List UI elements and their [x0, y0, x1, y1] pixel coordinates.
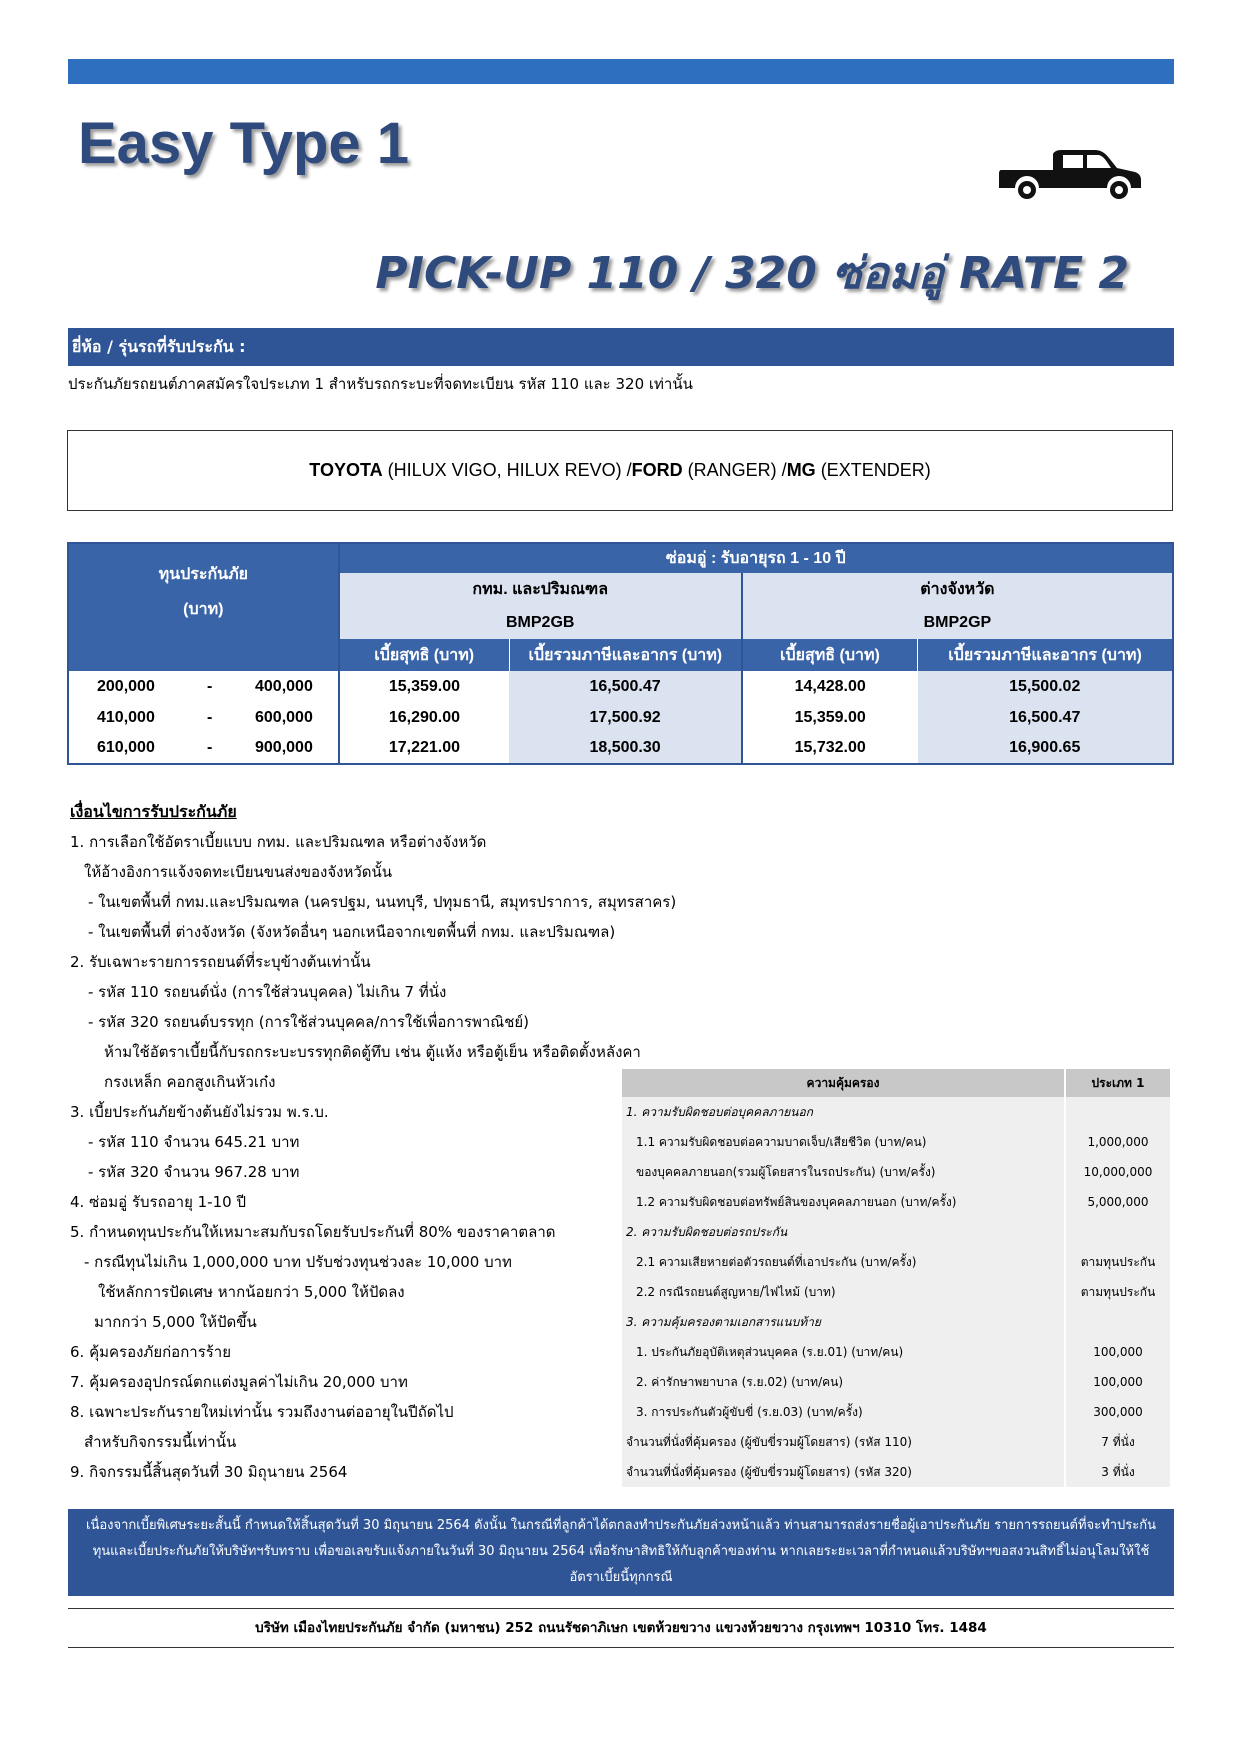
notice-bar — [68, 1509, 1174, 1596]
condition-line: 5. กำหนดทุนประกันให้เหมาะสมกับรถโดยรับประกันที่ 80% ของราคาตลาด — [70, 1223, 556, 1241]
table-row: 2.2 กรณีรถยนต์สูญหาย/ไฟไหม้ (บาท) ตามทุนประกัน — [622, 1277, 1170, 1307]
pickup-truck-icon — [995, 140, 1145, 202]
coverage-table — [622, 1069, 1170, 1487]
top-accent-bar — [68, 59, 1174, 84]
repair-header: ซ่อมอู่ : รับอายุรถ 1 - 10 ปี — [339, 543, 1173, 573]
table-row: 2.1 ความเสียหายต่อตัวรถยนต์ที่เอาประกัน (บาท/ครั้ง) ตามทุนประกัน — [622, 1247, 1170, 1277]
col-total-premium: เบี้ยรวมภาษีและอากร (บาท) — [509, 639, 742, 671]
condition-line: 6. คุ้มครองภัยก่อการร้าย — [70, 1343, 232, 1361]
condition-line: 7. คุ้มครองอุปกรณ์ตกแต่งมูลค่าไม่เกิน 20,000 บาท — [70, 1373, 408, 1391]
condition-line: - รหัส 110 จำนวน 645.21 บาท — [88, 1133, 300, 1151]
coverage-header-item: ความคุ้มครอง — [622, 1069, 1065, 1097]
coverage-description: ประกันภัยรถยนต์ภาคสมัครใจประเภท 1 สำหรับรถกระบะที่จดทะเบียน รหัส 110 และ 320 เท่านั้น — [68, 375, 693, 393]
premium-rate-table — [67, 542, 1174, 765]
condition-line: สำหรับกิจกรรมนี้เท่านั้น — [84, 1433, 237, 1451]
condition-line: - รหัส 110 รถยนต์นั่ง (การใช้ส่วนบุคคล) ไม่เกิน 7 ที่นั่ง — [88, 983, 447, 1001]
zone-upcountry-code: BMP2GP — [742, 606, 1173, 639]
notice-line: ทุนและเบี้ยประกันภัยให้บริษัทฯรับทราบ เพื่อขอเลขรับแจ้งภายในวันที่ 30 มิถุนายน 2564 เพื่อรักษาสิทธิให้กับลูกค้าของท่าน หากเลยระยะเวลาที่กำหนดแล้วบริษัทฯขอสงวนสิทธิ์ไม่อนุโลมให้ใช้ — [92, 1544, 1150, 1559]
condition-line: - ในเขตพื้นที่ กทม.และปริมณฑล (นครปฐม, นนทบุรี, ปทุมธานี, สมุทรปราการ, สมุทรสาคร) — [88, 893, 677, 911]
table-row: 610,000 - 900,000 17,221.00 18,500.30 15,732.00 16,900.65 — [68, 733, 1173, 764]
condition-line: 8. เฉพาะประกันรายใหม่เท่านั้น รวมถึงงานต่ออายุในปีถัดไป — [70, 1403, 454, 1421]
condition-line: 3. เบี้ยประกันภัยข้างต้นยังไม่รวม พ.ร.บ. — [70, 1103, 329, 1121]
company-footer: บริษัท เมืองไทยประกันภัย จำกัด (มหาชน) 252 ถนนรัชดาภิเษก เขตห้วยขวาง แขวงห้วยขวาง กรุงเทพฯ 10310 โทร. 1484 — [68, 1608, 1174, 1648]
zone-bangkok-header: กทม. และปริมณฑล — [339, 573, 742, 606]
sum-insured-header: ทุนประกันภัย (บาท) — [68, 543, 339, 639]
table-row: 2. ค่ารักษาพยาบาล (ร.ย.02) (บาท/คน) 100,000 — [622, 1367, 1170, 1397]
table-row: 1.2 ความรับผิดชอบต่อทรัพย์สินของบุคคลภายนอก (บาท/ครั้ง) 5,000,000 — [622, 1187, 1170, 1217]
condition-line: 9. กิจกรรมนี้สิ้นสุดวันที่ 30 มิถุนายน 2564 — [70, 1463, 348, 1481]
notice-line: อัตราเบี้ยนี้ทุกกรณี — [569, 1570, 673, 1585]
col-net-premium: เบี้ยสุทธิ (บาท) — [742, 639, 918, 671]
table-row: 200,000 - 400,000 15,359.00 16,500.47 14,428.00 15,500.02 — [68, 671, 1173, 702]
page-subtitle: PICK-UP 110 / 320 ซ่อมอู่ RATE 2 — [375, 248, 1129, 299]
col-total-premium: เบี้ยรวมภาษีและอากร (บาท) — [918, 639, 1173, 671]
zone-upcountry-header: ต่างจังหวัด — [742, 573, 1173, 606]
conditions-heading: เงื่อนไขการรับประกันภัย — [70, 802, 237, 821]
table-row: 1. ประกันภัยอุบัติเหตุส่วนบุคคล (ร.ย.01) (บาท/คน) 100,000 — [622, 1337, 1170, 1367]
table-row: 1.1 ความรับผิดชอบต่อความบาดเจ็บ/เสียชีวิต (บาท/คน) 1,000,000 — [622, 1127, 1170, 1157]
condition-line: - กรณีทุนไม่เกิน 1,000,000 บาท ปรับช่วงทุนช่วงละ 10,000 บาท — [84, 1253, 512, 1271]
table-row: จำนวนที่นั่งที่คุ้มครอง (ผู้ขับขี่รวมผู้โดยสาร) (รหัส 320) 3 ที่นั่ง — [622, 1457, 1170, 1487]
model-list-box — [67, 430, 1173, 511]
condition-line: มากกว่า 5,000 ให้ปัดขึ้น — [94, 1313, 257, 1331]
table-row: ของบุคคลภายนอก(รวมผู้โดยสารในรถประกัน) (บาท/ครั้ง) 10,000,000 — [622, 1157, 1170, 1187]
notice-line: เนื่องจากเบี้ยพิเศษระยะสั้นนี้ กำหนดให้สิ้นสุดวันที่ 30 มิถุนายน 2564 ดังนั้น ในกรณีที่ลูกค้าได้ตกลงทำประกันภัยล่วงหน้าแล้ว ท่านสามารถส่งรายชื่อผู้เอาประกันภัย รายการรถยนต์ที่จะทำประกัน — [86, 1518, 1156, 1533]
table-row: 3. การประกันตัวผู้ขับขี่ (ร.ย.03) (บาท/ครั้ง) 300,000 — [622, 1397, 1170, 1427]
table-row: 3. ความคุ้มครองตามเอกสารแนบท้าย — [622, 1307, 1170, 1337]
table-row: 410,000 - 600,000 16,290.00 17,500.92 15,359.00 16,500.47 — [68, 702, 1173, 733]
condition-line: ห้ามใช้อัตราเบี้ยนี้กับรถกระบะบรรทุกติดตู้ทึบ เช่น ตู้แห้ง หรือตู้เย็น หรือติดตั้งหลังคา — [104, 1043, 641, 1061]
col-net-premium: เบี้ยสุทธิ (บาท) — [339, 639, 510, 671]
condition-line: ให้อ้างอิงการแจ้งจดทะเบียนขนส่งของจังหวัดนั้น — [84, 863, 393, 881]
model-item: FORD (RANGER) / — [631, 460, 787, 480]
condition-line: - ในเขตพื้นที่ ต่างจังหวัด (จังหวัดอื่นๆ นอกเหนือจากเขตพื้นที่ กทม. และปริมณฑล) — [88, 923, 616, 941]
brand-section-bar: ยี่ห้อ / รุ่นรถที่รับประกัน : — [68, 328, 1174, 366]
condition-line: 4. ซ่อมอู่ รับรถอายุ 1-10 ปี — [70, 1193, 246, 1211]
table-row: จำนวนที่นั่งที่คุ้มครอง (ผู้ขับขี่รวมผู้โดยสาร) (รหัส 110) 7 ที่นั่ง — [622, 1427, 1170, 1457]
condition-line: กรงเหล็ก คอกสูงเกินหัวเก๋ง — [104, 1073, 276, 1091]
condition-line: 1. การเลือกใช้อัตราเบี้ยแบบ กทม. และปริมณฑล หรือต่างจังหวัด — [70, 833, 487, 851]
coverage-header-type: ประเภท 1 — [1065, 1069, 1170, 1097]
condition-line: ใช้หลักการปัดเศษ หากน้อยกว่า 5,000 ให้ปัดลง — [98, 1283, 405, 1301]
table-row: 2. ความรับผิดชอบต่อรถประกัน — [622, 1217, 1170, 1247]
page-title: Easy Type 1 — [78, 111, 410, 176]
model-item: TOYOTA (HILUX VIGO, HILUX REVO) / — [309, 460, 632, 480]
table-row: 1. ความรับผิดชอบต่อบุคคลภายนอก — [622, 1097, 1170, 1127]
condition-line: - รหัส 320 จำนวน 967.28 บาท — [88, 1163, 300, 1181]
model-item: MG (EXTENDER) — [786, 460, 931, 480]
condition-line: - รหัส 320 รถยนต์บรรทุก (การใช้ส่วนบุคคล/การใช้เพื่อการพาณิชย์) — [88, 1013, 530, 1031]
condition-line: 2. รับเฉพาะรายการรถยนต์ที่ระบุข้างต้นเท่านั้น — [70, 953, 371, 971]
zone-bangkok-code: BMP2GB — [339, 606, 742, 639]
